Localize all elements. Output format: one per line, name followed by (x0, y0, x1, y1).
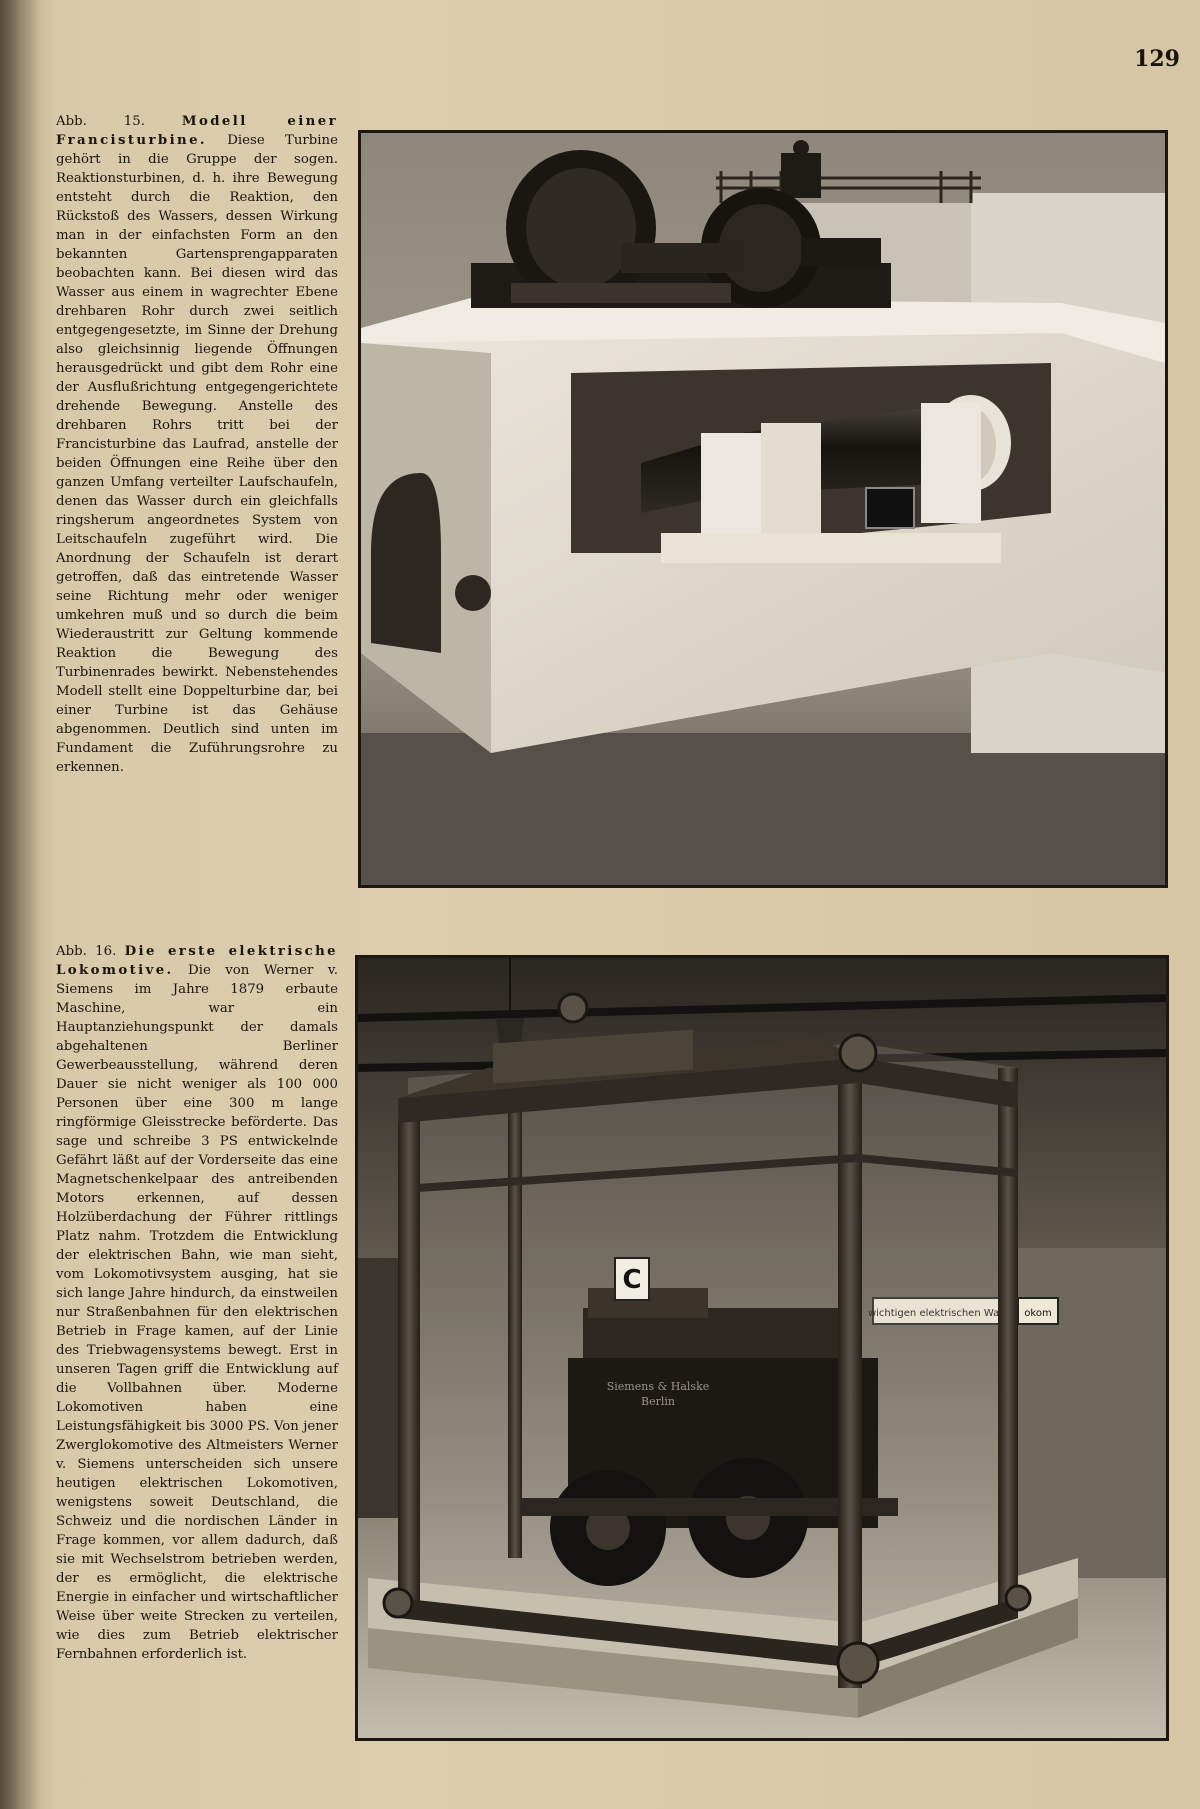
hall-sign-fragment: okom (1024, 1308, 1052, 1319)
turbine-model-photo (358, 130, 1168, 888)
figure-16-text: Die von Werner v. Siemens im Jahre 1879 erbaute Maschine, war ein Hauptanziehungspunkt der damals abgehaltenen Berliner Gewerbeausstellung, während deren Dauer sie nicht weniger als 100 000 Personen über eine 300 m lange ringförmige Gleisstrecke beförderte. Das sage und schreibe 3 PS entwickelnde Gefährt läßt auf der Vorderseite das eine Magnetschenkelpaar des antreibenden Motors erkennen, auf dessen Holzüberdachung der Führer rittlings Platz nahm. Trotzdem die Entwicklung der elektrischen Bahn, wie man sieht, vom Lokomotivsystem ausging, hat sie sich lange Jahre hindurch, da einstweilen nur Straßenbahnen für den elektrischen Betrieb in Frage kamen, auf der Linie des Triebwagensystems bewegt. Erst in unseren Tagen griff die Entwicklung auf die Vollbahnen über. Moderne Lokomotiven haben eine Leistungsfähigkeit bis 3000 PS. Von jener Zwerglokomotive des Altmeisters Werner v. Siemens unterscheiden sich unsere heutigen elektrischen Lokomotiven, wenigstens soweit Deutschland, die Schweiz und die nordischen Länder in Frage kommen, vor allem dadurch, daß sie mit Wechselstrom betrieben werden, der es ermöglicht, die elektrische Energie in einfacher und wirtschaftlicher Weise über weite Strecken zu verteilen, wie dies zum Betrieb elektrischer Fernbahnen erforderlich ist. (56, 963, 338, 1662)
figure-15-text: Diese Turbine gehört in die Gruppe der sogen. Reaktionsturbinen, d. h. ihre Bewegung entsteht durch die Reaktion, den Rückstoß des Wassers, dessen Wirkung man in der einfachsten Form an den bekannten Gartensprengapparaten beobachten kann. Bei diesen wird das Wasser aus einem in wagrechter Ebene drehbaren Rohr durch zwei seitlich entgegengesetzte, im Sinne der Drehung also gleichsinnig liegende Öffnungen herausgedrückt und gibt dem Rohr eine der Ausflußrichtung entgegengerichtete drehende Bewegung. Anstelle des drehbaren Rohrs tritt bei der Francisturbine das Laufrad, anstelle der beiden Öffnungen eine Reihe über den ganzen Umfang verteilter Laufschaufeln, denen das Wasser durch ein gleichfalls ringsherum angeordnetes System von Leitschaufeln zugeführt wird. Die Anordnung der Schaufeln ist derart getroffen, daß das eintretende Wasser seine Richtung mehr oder weniger umkehren muß und so durch die beim Wiederaustritt zur Geltung kommende Reaktion die Bewegung des Turbinenrades bewirkt. Nebenstehendes Modell stellt eine Doppelturbine dar, bei einer Turbine ist das Gehäuse abgenommen. Deutlich sind unten im Fundament die Zuführungsrohre zu erkennen. (56, 133, 338, 775)
turbine-model-illustration (361, 133, 1165, 885)
locomotive-illustration (358, 958, 1166, 1738)
figure-15-label: Abb. 15. (56, 114, 145, 129)
figure-15-caption (56, 112, 338, 777)
binding-shadow (0, 0, 40, 1809)
figure-15-title: Modell einer Francisturbine. (56, 114, 338, 148)
maker-city: Berlin (641, 1395, 675, 1408)
figure-16-caption (56, 942, 338, 1664)
locomotive-photo (355, 955, 1169, 1741)
figure-16-label: Abb. 16. (56, 944, 117, 959)
maker-name: Siemens & Halske (606, 1380, 710, 1393)
display-tag: C (622, 1265, 642, 1295)
figure-16-title: Die erste elektrische Lokomotive. (56, 944, 338, 978)
page-number: 129 (1134, 46, 1180, 72)
